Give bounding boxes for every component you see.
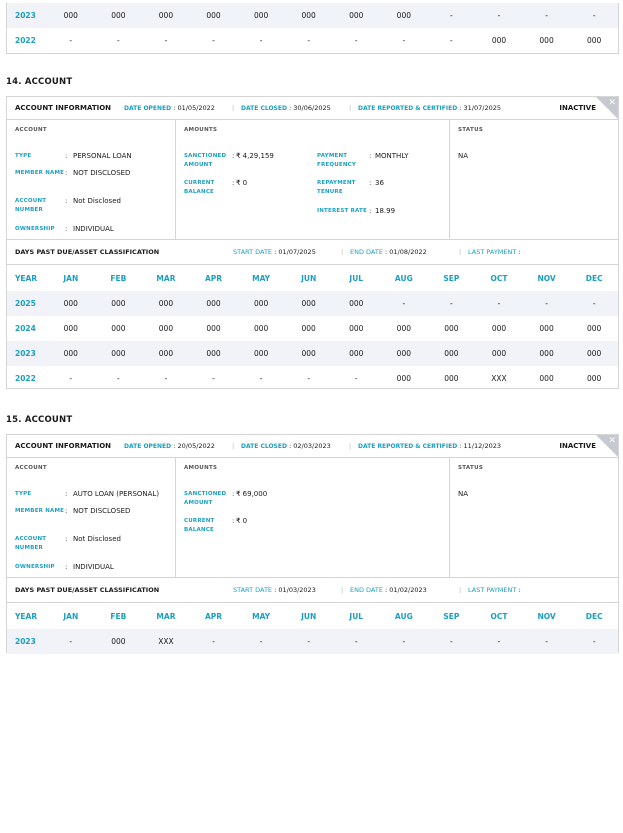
account-panel: ACCOUNT TYPE : AUTO LOAN (PERSONAL) MEMBER NAME : NOT DISCLOSED ACCOUNT NUMBER : Not Disclosed OWNERSHIP : INDIVIDUAL xyxy=(7,458,176,577)
member-name-value: NOT DISCLOSED xyxy=(73,169,131,177)
col-header-oct: OCT xyxy=(490,611,508,621)
dpd-cell: 000 xyxy=(95,291,143,316)
current-balance-label: CURRENT BALANCE xyxy=(184,518,215,533)
end-date-label: END DATE xyxy=(350,248,383,256)
date-closed-label: DATE CLOSED xyxy=(241,443,287,450)
col-header-jul: JUL xyxy=(349,273,364,283)
close-icon[interactable]: ✕ xyxy=(608,98,616,108)
dpd-cell: 000 xyxy=(570,341,618,366)
account-number-value: Not Disclosed xyxy=(73,535,121,543)
payment-frequency-value: MONTHLY xyxy=(375,152,409,160)
dpd-cell: 000 xyxy=(444,324,459,333)
dpd-cell: 000 xyxy=(380,341,428,366)
ownership-label: OWNERSHIP xyxy=(15,564,55,570)
status-value: NA xyxy=(458,152,469,160)
account-15-card xyxy=(6,434,619,653)
col-header-apr: APR xyxy=(204,273,223,283)
col-header-dec: DEC xyxy=(585,611,603,621)
date-opened-label: DATE OPENED xyxy=(124,105,172,112)
type-value: PERSONAL LOAN xyxy=(73,152,132,160)
dpd-cell: 000 xyxy=(380,3,428,28)
table-row xyxy=(7,341,618,366)
dpd-cell: 000 xyxy=(396,374,411,383)
dpd-cell: 000 xyxy=(285,341,333,366)
col-header-apr: APR xyxy=(204,611,223,621)
col-header-feb: FEB xyxy=(110,611,127,621)
type-label: TYPE xyxy=(15,153,32,159)
dpd-cell: 000 xyxy=(190,291,238,316)
account-panel-title: ACCOUNT xyxy=(15,127,47,133)
dpd-cell: - xyxy=(117,374,120,383)
col-header-dec: DEC xyxy=(585,273,603,283)
dpd-cell: - xyxy=(332,629,380,654)
dpd-cell: 000 xyxy=(95,3,143,28)
col-header-jul: JUL xyxy=(349,611,364,621)
dpd-label: DAYS PAST DUE/ASSET CLASSIFICATION xyxy=(15,586,160,594)
end-date-value: : 01/02/2023 xyxy=(385,586,427,594)
dpd-cell: 000 xyxy=(349,324,364,333)
status-panel-title: STATUS xyxy=(458,465,484,471)
current-balance-value: ₹ 0 xyxy=(236,517,248,525)
year-cell: 2023 xyxy=(7,3,47,28)
dpd-cell: 000 xyxy=(332,291,380,316)
dpd-cell: 000 xyxy=(332,341,380,366)
col-header-oct: OCT xyxy=(490,273,508,283)
account-number-label: ACCOUNT NUMBER xyxy=(15,536,47,551)
dpd-cell: - xyxy=(307,36,311,45)
dpd-cell: 000 xyxy=(190,341,238,366)
dpd-cell: 000 xyxy=(237,3,285,28)
dpd-cell: - xyxy=(570,629,618,654)
dpd-cell: - xyxy=(69,36,73,45)
status-badge: INACTIVE xyxy=(559,442,596,450)
year-cell: 2022 xyxy=(15,36,36,45)
member-name-label: MEMBER NAME xyxy=(15,170,65,176)
dpd-cell: 000 xyxy=(587,374,602,383)
dpd-cell: - xyxy=(380,291,428,316)
account-number-value: Not Disclosed xyxy=(73,197,121,205)
col-header-year: YEAR xyxy=(15,611,38,621)
date-reported-label: DATE REPORTED & CERTIFIED xyxy=(358,443,458,450)
date-closed-value: : 02/03/2023 xyxy=(289,442,331,450)
dpd-cell: 000 xyxy=(142,291,190,316)
year-cell: 2024 xyxy=(15,324,36,333)
dpd-table xyxy=(7,603,618,654)
dpd-cell: 000 xyxy=(47,291,95,316)
dpd-cell: 000 xyxy=(237,341,285,366)
dpd-cell: 000 xyxy=(539,324,554,333)
date-closed-label: DATE CLOSED xyxy=(241,105,287,112)
col-header-aug: AUG xyxy=(394,273,413,283)
account-number-label: ACCOUNT NUMBER xyxy=(15,198,47,213)
dpd-cell: 000 xyxy=(63,324,78,333)
dpd-cell: 000 xyxy=(253,324,269,333)
table-row xyxy=(7,366,618,391)
account-panel: ACCOUNT TYPE : PERSONAL LOAN MEMBER NAME : NOT DISCLOSED ACCOUNT NUMBER : Not Disclosed OWNERSHIP : INDIVIDUAL xyxy=(7,120,176,239)
date-closed-value: : 30/06/2025 xyxy=(289,104,331,112)
sanctioned-amount-label: SANCTIONED AMOUNT xyxy=(184,491,227,506)
table-row xyxy=(7,291,618,316)
col-header-jan: JAN xyxy=(63,611,79,621)
col-header-year: YEAR xyxy=(15,273,38,283)
date-reported-label: DATE REPORTED & CERTIFIED xyxy=(358,105,458,112)
start-date-label: START DATE xyxy=(233,586,273,594)
account-14-title: 14. ACCOUNT xyxy=(6,77,73,87)
account-14-card xyxy=(6,96,619,389)
dpd-cell: - xyxy=(307,374,311,383)
start-date-value: : 01/03/2023 xyxy=(274,586,316,594)
amounts-panel: AMOUNTS SANCTIONED AMOUNT : ₹ 4,29,159 CURRENT BALANCE : ₹ 0 PAYMENT FREQUENCY : MONTHLY REPAYMENT TENURE : 36 INTEREST RATE : 18.99 xyxy=(176,120,450,239)
dpd-cell: 000 xyxy=(475,341,523,366)
ownership-value: INDIVIDUAL xyxy=(73,563,114,571)
dpd-cell: - xyxy=(47,629,95,654)
date-reported-value: : 31/07/2025 xyxy=(459,104,501,112)
account-details-panels xyxy=(7,458,618,578)
status-value: NA xyxy=(458,490,469,498)
account-info-label: ACCOUNT INFORMATION xyxy=(15,442,112,450)
dpd-cell: 000 xyxy=(428,341,476,366)
dpd-cell: - xyxy=(285,629,333,654)
table-row xyxy=(7,3,618,28)
dpd-cell: 000 xyxy=(47,3,95,28)
dpd-cell: 000 xyxy=(491,36,507,45)
dpd-cell: 000 xyxy=(142,3,190,28)
table-row xyxy=(7,28,618,53)
status-panel-title: STATUS xyxy=(458,127,484,133)
dpd-cell: - xyxy=(570,3,618,28)
col-header-mar: MAR xyxy=(156,611,176,621)
dpd-cell: - xyxy=(190,629,238,654)
dpd-cell: 000 xyxy=(206,324,221,333)
dpd-cell: - xyxy=(164,36,168,45)
last-payment-value: : xyxy=(518,586,521,594)
member-name-value: NOT DISCLOSED xyxy=(73,507,131,515)
dpd-cell: - xyxy=(117,36,120,45)
sanctioned-amount-value: ₹ 4,29,159 xyxy=(236,152,274,160)
dpd-header: DAYS PAST DUE/ASSET CLASSIFICATION START DATE : 01/07/2025 | END DATE : 01/08/2022 | LAST PAYMENT : xyxy=(7,240,618,265)
payment-frequency-label: PAYMENT FREQUENCY xyxy=(317,153,357,168)
amounts-panel: AMOUNTS SANCTIONED AMOUNT : ₹ 69,000 CURRENT BALANCE : ₹ 0 xyxy=(176,458,450,577)
dpd-cell: - xyxy=(428,291,476,316)
dpd-cell: 000 xyxy=(285,3,333,28)
account-info-header: ACCOUNT INFORMATION DATE OPENED : 20/05/2022 | DATE CLOSED : 02/03/2023 | DATE REPORTED & CERTIFIED : 11/12/2023 INACTIVE ✕ xyxy=(7,435,618,458)
dpd-cell: - xyxy=(259,374,263,383)
table-row xyxy=(7,316,618,341)
date-opened-label: DATE OPENED xyxy=(124,443,172,450)
type-value: AUTO LOAN (PERSONAL) xyxy=(73,490,160,498)
dpd-cell: - xyxy=(69,374,73,383)
dpd-cell: - xyxy=(523,3,571,28)
dpd-cell: 000 xyxy=(95,629,143,654)
dpd-cell: 000 xyxy=(95,341,143,366)
col-header-may: MAY xyxy=(252,611,271,621)
type-label: TYPE xyxy=(15,491,32,497)
dpd-cell: - xyxy=(475,629,523,654)
repayment-tenure-label: REPAYMENT TENURE xyxy=(317,180,356,195)
sanctioned-amount-label: SANCTIONED AMOUNT xyxy=(184,153,227,168)
dpd-cell: XXX xyxy=(142,629,190,654)
dpd-table-header xyxy=(7,265,618,291)
col-header-feb: FEB xyxy=(110,273,127,283)
status-badge: INACTIVE xyxy=(559,104,596,112)
dpd-cell: - xyxy=(354,36,358,45)
col-header-nov: NOV xyxy=(537,273,556,283)
date-opened-value: : 20/05/2022 xyxy=(173,442,215,450)
col-header-mar: MAR xyxy=(156,273,176,283)
dpd-cell: - xyxy=(450,36,453,45)
dpd-cell: - xyxy=(428,3,476,28)
dpd-cell: 000 xyxy=(396,324,411,333)
start-date-value: : 01/07/2025 xyxy=(274,248,316,256)
dpd-cell: 000 xyxy=(491,324,507,333)
year-cell: 2023 xyxy=(7,341,47,366)
account-details-panels xyxy=(7,120,618,240)
dpd-cell: 000 xyxy=(539,374,554,383)
dpd-header: DAYS PAST DUE/ASSET CLASSIFICATION START DATE : 01/03/2023 | END DATE : 01/02/2023 | LAST PAYMENT : xyxy=(7,578,618,603)
current-balance-label: CURRENT BALANCE xyxy=(184,180,215,195)
dpd-cell: - xyxy=(402,36,406,45)
col-header-sep: SEP xyxy=(443,611,460,621)
amounts-panel-title: AMOUNTS xyxy=(184,465,218,471)
dpd-cell: - xyxy=(428,629,476,654)
dpd-label: DAYS PAST DUE/ASSET CLASSIFICATION xyxy=(15,248,160,256)
sanctioned-amount-value: ₹ 69,000 xyxy=(236,490,268,498)
dpd-cell: - xyxy=(354,374,358,383)
dpd-cell: - xyxy=(475,291,523,316)
dpd-cell: - xyxy=(164,374,168,383)
end-date-label: END DATE xyxy=(350,586,383,594)
col-header-may: MAY xyxy=(252,273,271,283)
dpd-cell: 000 xyxy=(587,36,602,45)
amounts-panel-title: AMOUNTS xyxy=(184,127,218,133)
dpd-cell: 000 xyxy=(523,341,571,366)
member-name-label: MEMBER NAME xyxy=(15,508,65,514)
prev-account-card xyxy=(6,3,619,54)
dpd-cell: 000 xyxy=(539,36,554,45)
interest-rate-value: 18.99 xyxy=(375,207,396,215)
current-balance-value: ₹ 0 xyxy=(236,179,248,187)
year-cell: 2025 xyxy=(7,291,47,316)
table-row xyxy=(7,629,618,654)
dpd-cell: - xyxy=(475,3,523,28)
last-payment-label: LAST PAYMENT xyxy=(468,248,517,256)
dpd-table-header xyxy=(7,603,618,629)
dpd-cell: - xyxy=(237,629,285,654)
start-date-label: START DATE xyxy=(233,248,273,256)
dpd-cell: - xyxy=(212,36,215,45)
dpd-cell: - xyxy=(523,629,571,654)
status-panel xyxy=(450,120,618,239)
dpd-cell: 000 xyxy=(158,324,174,333)
year-cell: 2023 xyxy=(7,629,47,654)
repayment-tenure-value: 36 xyxy=(375,179,384,187)
dpd-cell: XXX xyxy=(491,374,507,383)
dpd-cell: - xyxy=(380,629,428,654)
dpd-cell: 000 xyxy=(47,341,95,366)
end-date-value: : 01/08/2022 xyxy=(385,248,427,256)
dpd-cell: 000 xyxy=(237,291,285,316)
dpd-cell: 000 xyxy=(587,324,602,333)
dpd-cell: - xyxy=(212,374,215,383)
account-panel-title: ACCOUNT xyxy=(15,465,47,471)
dpd-cell: 000 xyxy=(332,3,380,28)
ownership-value: INDIVIDUAL xyxy=(73,225,114,233)
last-payment-value: : xyxy=(518,248,521,256)
ownership-label: OWNERSHIP xyxy=(15,226,55,232)
col-header-sep: SEP xyxy=(443,273,460,283)
dpd-cell: 000 xyxy=(444,374,459,383)
dpd-cell: 000 xyxy=(111,324,126,333)
col-header-jun: JUN xyxy=(301,273,317,283)
close-icon[interactable]: ✕ xyxy=(608,436,616,446)
col-header-jan: JAN xyxy=(63,273,79,283)
year-cell: 2022 xyxy=(15,374,36,383)
account-info-label: ACCOUNT INFORMATION xyxy=(15,104,112,112)
account-15-title: 15. ACCOUNT xyxy=(6,415,73,425)
date-reported-value: : 11/12/2023 xyxy=(459,442,501,450)
col-header-aug: AUG xyxy=(394,611,413,621)
dpd-cell: 000 xyxy=(190,3,238,28)
dpd-table xyxy=(7,265,618,391)
date-opened-value: : 01/05/2022 xyxy=(173,104,215,112)
interest-rate-label: INTEREST RATE xyxy=(317,208,367,214)
prev-account-dpd-table xyxy=(7,3,618,53)
col-header-jun: JUN xyxy=(301,611,317,621)
status-panel xyxy=(450,458,618,577)
dpd-cell: - xyxy=(570,291,618,316)
last-payment-label: LAST PAYMENT xyxy=(468,586,517,594)
account-info-header: ACCOUNT INFORMATION DATE OPENED : 01/05/2022 | DATE CLOSED : 30/06/2025 | DATE REPORTED & CERTIFIED : 31/07/2025 INACTIVE ✕ xyxy=(7,97,618,120)
dpd-cell: 000 xyxy=(142,341,190,366)
dpd-cell: - xyxy=(523,291,571,316)
dpd-cell: - xyxy=(259,36,263,45)
dpd-cell: 000 xyxy=(285,291,333,316)
dpd-cell: 000 xyxy=(301,324,316,333)
col-header-nov: NOV xyxy=(537,611,556,621)
